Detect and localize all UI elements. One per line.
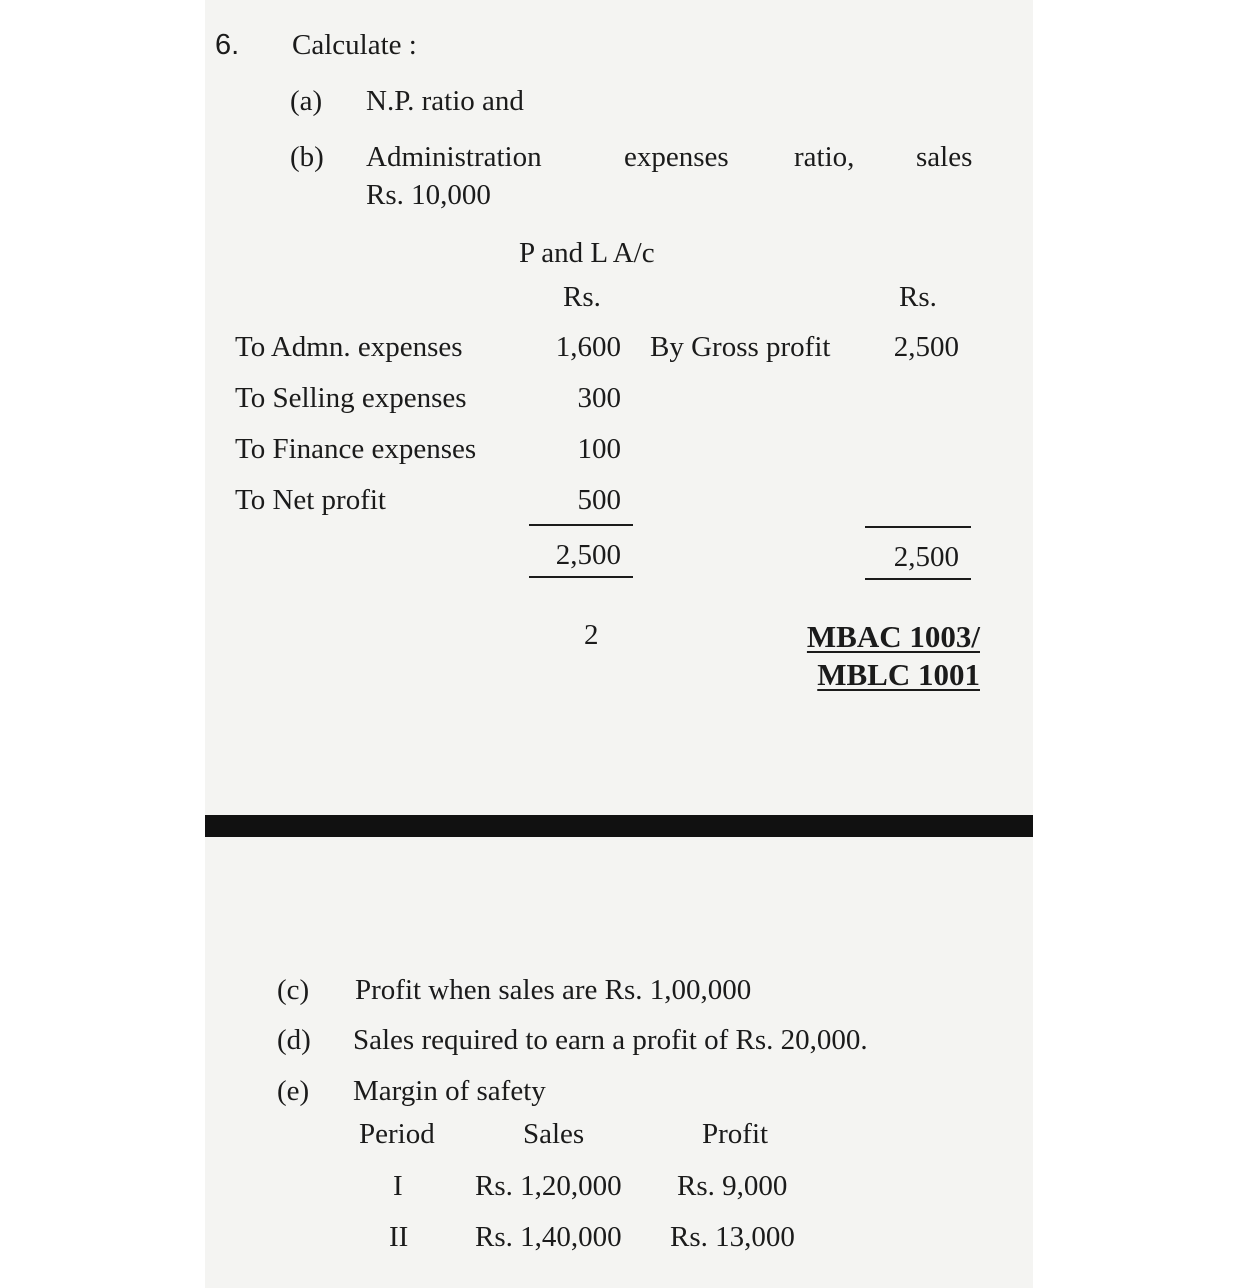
table-cell-profit: Rs. 13,000 (670, 1221, 795, 1253)
total-right: 2,500 (893, 541, 959, 573)
table-cell-sales: Rs. 1,20,000 (475, 1170, 622, 1202)
table-cell-profit: Rs. 9,000 (677, 1170, 788, 1202)
item-text-b-word-2: expenses (624, 141, 729, 173)
table-header-profit: Profit (702, 1118, 769, 1150)
item-label-b: (b) (290, 141, 324, 173)
item-text-b-word-1: Administration (366, 141, 542, 173)
item-label-e: (e) (277, 1075, 310, 1107)
debit-particular: To Finance expenses (235, 433, 477, 465)
table-cell-sales: Rs. 1,40,000 (475, 1221, 622, 1253)
item-label-c: (c) (277, 974, 310, 1006)
debit-amount: 500 (577, 484, 621, 516)
page-divider (205, 815, 1033, 837)
item-label-d: (d) (277, 1024, 311, 1056)
table-header-period: Period (359, 1118, 435, 1150)
column-head-right: Rs. (899, 281, 937, 313)
total-rule-bottom-right (865, 578, 971, 580)
debit-amount: 1,600 (555, 331, 621, 363)
column-head-left: Rs. (563, 281, 601, 313)
total-rule-top-left (529, 524, 633, 526)
item-text-c: Profit when sales are Rs. 1,00,000 (355, 974, 752, 1006)
total-rule-bottom-left (529, 576, 633, 578)
item-text-b-word-4: sales (916, 141, 973, 173)
question-title: Calculate : (292, 29, 417, 61)
item-label-a: (a) (290, 85, 323, 117)
item-text-b-line-2: Rs. 10,000 (366, 179, 491, 211)
item-text-e: Margin of safety (353, 1075, 546, 1107)
total-rule-top-right (865, 526, 971, 528)
account-title: P and L A/c (519, 237, 655, 269)
debit-amount: 100 (577, 433, 621, 465)
item-text-d: Sales required to earn a profit of Rs. 20,000. (353, 1024, 868, 1056)
table-header-sales: Sales (523, 1118, 585, 1150)
table-cell-period: II (389, 1221, 409, 1253)
course-code-line-2: MBLC 1001 (817, 657, 980, 692)
credit-particular: By Gross profit (650, 331, 831, 363)
item-text-b-word-3: ratio, (794, 141, 855, 173)
question-number: 6. (215, 29, 240, 61)
credit-amount: 2,500 (893, 331, 959, 363)
page-number: 2 (584, 619, 599, 651)
debit-particular: To Admn. expenses (235, 331, 463, 363)
table-cell-period: I (393, 1170, 403, 1202)
debit-amount: 300 (577, 382, 621, 414)
item-text-a: N.P. ratio and (366, 85, 524, 117)
course-code-line-1: MBAC 1003/ (806, 619, 980, 654)
debit-particular: To Net profit (235, 484, 386, 516)
debit-particular: To Selling expenses (235, 382, 467, 414)
exam-page-bottom (205, 837, 1033, 1288)
exam-page-top (205, 0, 1033, 815)
total-left: 2,500 (555, 539, 621, 571)
